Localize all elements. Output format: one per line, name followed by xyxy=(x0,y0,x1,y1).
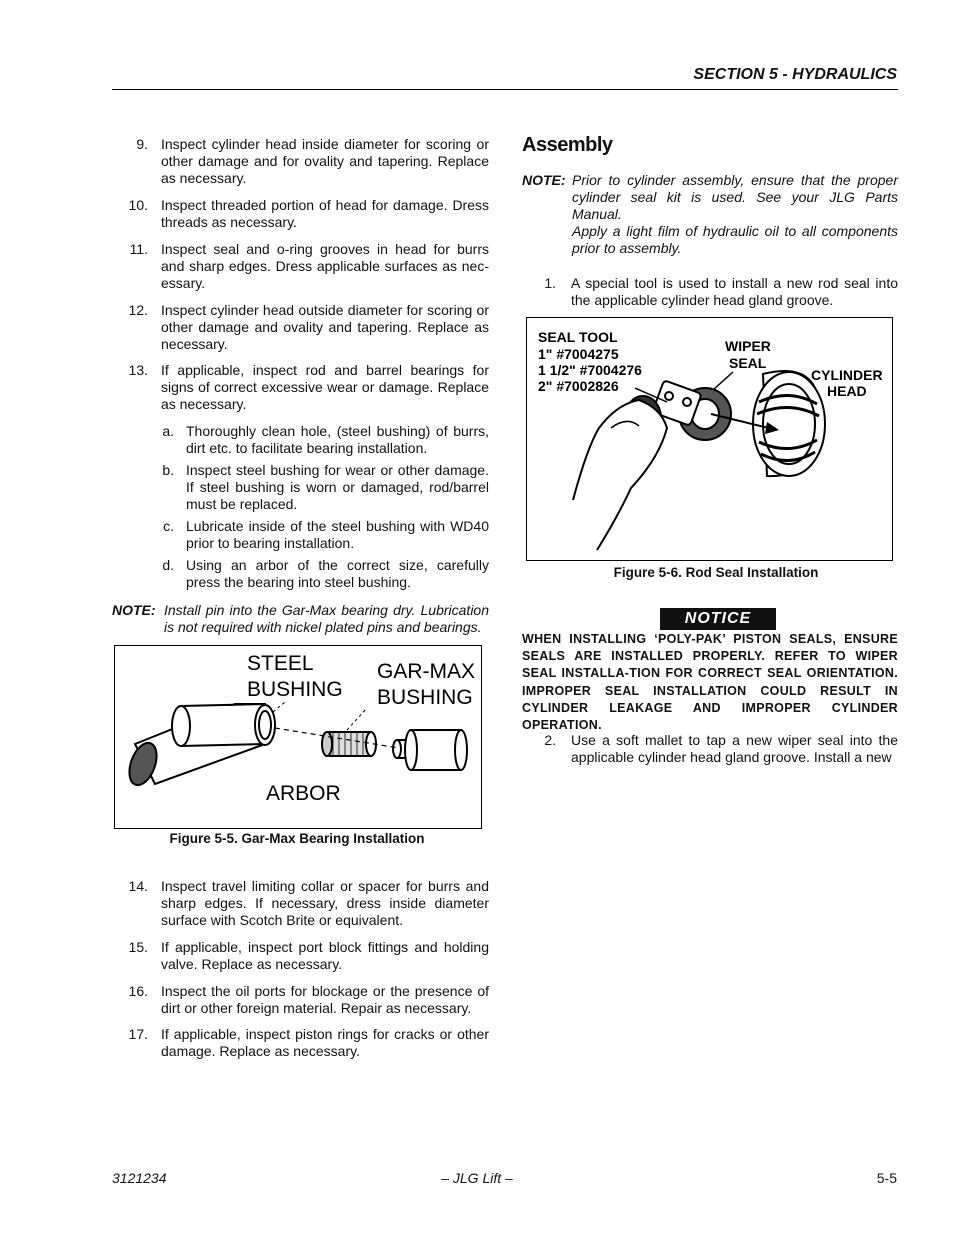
sub-list-text: Lubricate inside of the steel bushing with WD40 prior to bearing installation. xyxy=(186,518,489,552)
label-seal-tool: SEAL TOOL xyxy=(538,329,618,345)
list-number: 12. xyxy=(128,302,148,318)
note-text: Prior to cylinder assembly, ensure that the proper cylinder seal kit is used. See your JLG Parts Manual. xyxy=(572,172,898,223)
list-text: Inspect seal and o-ring grooves in head for burrs and sharp edges. Dress applicable surfaces as nec-essary. xyxy=(161,241,489,292)
section-title: SECTION 5 - HYDRAULICS xyxy=(693,66,897,83)
list-text: Inspect travel limiting collar or spacer for burrs and sharp edges. If necessary, dress inside diameter surface with Scotch Brite or equivalent. xyxy=(161,878,489,929)
list-text: Inspect threaded portion of head for damage. Dress threads as necessary. xyxy=(161,197,489,231)
list-number: 13. xyxy=(128,362,148,378)
note-text: Install pin into the Gar-Max bearing dry. Lubrication is not required with nickel plated pins and bearings. xyxy=(164,602,489,636)
sub-list-letter: b. xyxy=(162,462,174,478)
list-text: Use a soft mallet to tap a new wiper seal into the applicable cylinder head gland groove. Install a new xyxy=(571,732,898,766)
label-steel: STEEL xyxy=(247,652,314,675)
list-text: If applicable, inspect piston rings for cracks or other damage. Replace as necessary. xyxy=(161,1026,489,1060)
footer-center: – JLG Lift – xyxy=(441,1170,513,1186)
label-cylinder: CYLINDER xyxy=(811,367,883,383)
list-number: 14. xyxy=(128,878,148,894)
list-number: 17. xyxy=(128,1026,148,1042)
list-text: Inspect cylinder head inside diameter for scoring or other damage and for ovality and tapering. Replace as necessary. xyxy=(161,136,489,187)
list-number: 2. xyxy=(544,732,556,748)
list-text: If applicable, inspect port block fittings and holding valve. Replace as necessary. xyxy=(161,939,489,973)
label-arbor: ARBOR xyxy=(266,782,341,805)
figure-rod-seal xyxy=(526,317,893,561)
list-text: If applicable, inspect rod and barrel bearings for signs of correct excessive wear or damage. Replace as necessary. xyxy=(161,362,489,413)
figure-caption: Figure 5-6. Rod Seal Installation xyxy=(613,565,819,580)
label-seal-tool-1-5in: 1 1/2" #7004276 xyxy=(538,362,642,378)
label-seal-tool-2in: 2" #7002826 xyxy=(538,378,619,394)
label-head: HEAD xyxy=(827,383,867,399)
list-text: Inspect cylinder head outside diameter for scoring or other damage and ovality and tapering. Replace as necessary. xyxy=(161,302,489,353)
footer-page-number: 5-5 xyxy=(876,1170,897,1186)
gar-max-illustration xyxy=(115,646,481,828)
label-seal: SEAL xyxy=(729,355,767,371)
note-label: NOTE: xyxy=(112,602,156,618)
rod-seal-illustration xyxy=(527,318,892,560)
list-number: 11. xyxy=(129,241,148,257)
sub-list-letter: d. xyxy=(162,557,174,573)
figure-gar-max-bearing xyxy=(114,645,482,829)
list-text: A special tool is used to install a new rod seal into the applicable cylinder head gland groove. xyxy=(571,275,898,309)
figure-caption: Figure 5-5. Gar-Max Bearing Installation xyxy=(169,831,425,846)
list-text: Inspect the oil ports for blockage or the presence of dirt or other foreign material. Repair as necessary. xyxy=(161,983,489,1017)
sub-list-text: Thoroughly clean hole, (steel bushing) of burrs, dirt etc. to facilitate bearing installation. xyxy=(186,423,489,457)
label-bushing: BUSHING xyxy=(247,678,343,701)
sub-list-text: Inspect steel bushing for wear or other damage. If steel bushing is worn or damaged, rod/barrel must be replaced. xyxy=(186,462,489,513)
list-number: 15. xyxy=(128,939,148,955)
notice-text: WHEN INSTALLING ‘POLY-PAK’ PISTON SEALS, ENSURE SEALS ARE INSTALLED PROPERLY. REFER TO WIPER SEAL INSTALLA-TION FOR CORRECT SEAL ORIENTATION. IMPROPER SEAL INSTALLATION COULD RESULT IN CYLINDER LEAKAGE AND IMPROPER CYLINDER OPERATION. xyxy=(522,632,898,733)
label-wiper: WIPER xyxy=(725,338,771,354)
note-text-2: Apply a light film of hydraulic oil to all components prior to assembly. xyxy=(572,223,898,257)
list-number: 9. xyxy=(136,136,148,152)
header-rule xyxy=(112,89,898,90)
note-label: NOTE: xyxy=(522,172,566,188)
footer-doc-number: 3121234 xyxy=(112,1170,167,1186)
sub-list-text: Using an arbor of the correct size, carefully press the bearing into steel bushing. xyxy=(186,557,489,591)
label-seal-tool-1in: 1" #7004275 xyxy=(538,346,619,362)
notice-badge: NOTICE xyxy=(660,608,776,630)
label-gar-max: GAR-MAX xyxy=(377,660,476,683)
list-number: 1. xyxy=(544,275,556,291)
assembly-heading: Assembly xyxy=(522,134,613,156)
label-gar-max-bushing: BUSHING xyxy=(377,686,473,709)
sub-list-letter: c. xyxy=(163,518,174,534)
sub-list-letter: a. xyxy=(162,423,174,439)
list-number: 16. xyxy=(128,983,148,999)
list-number: 10. xyxy=(128,197,148,213)
